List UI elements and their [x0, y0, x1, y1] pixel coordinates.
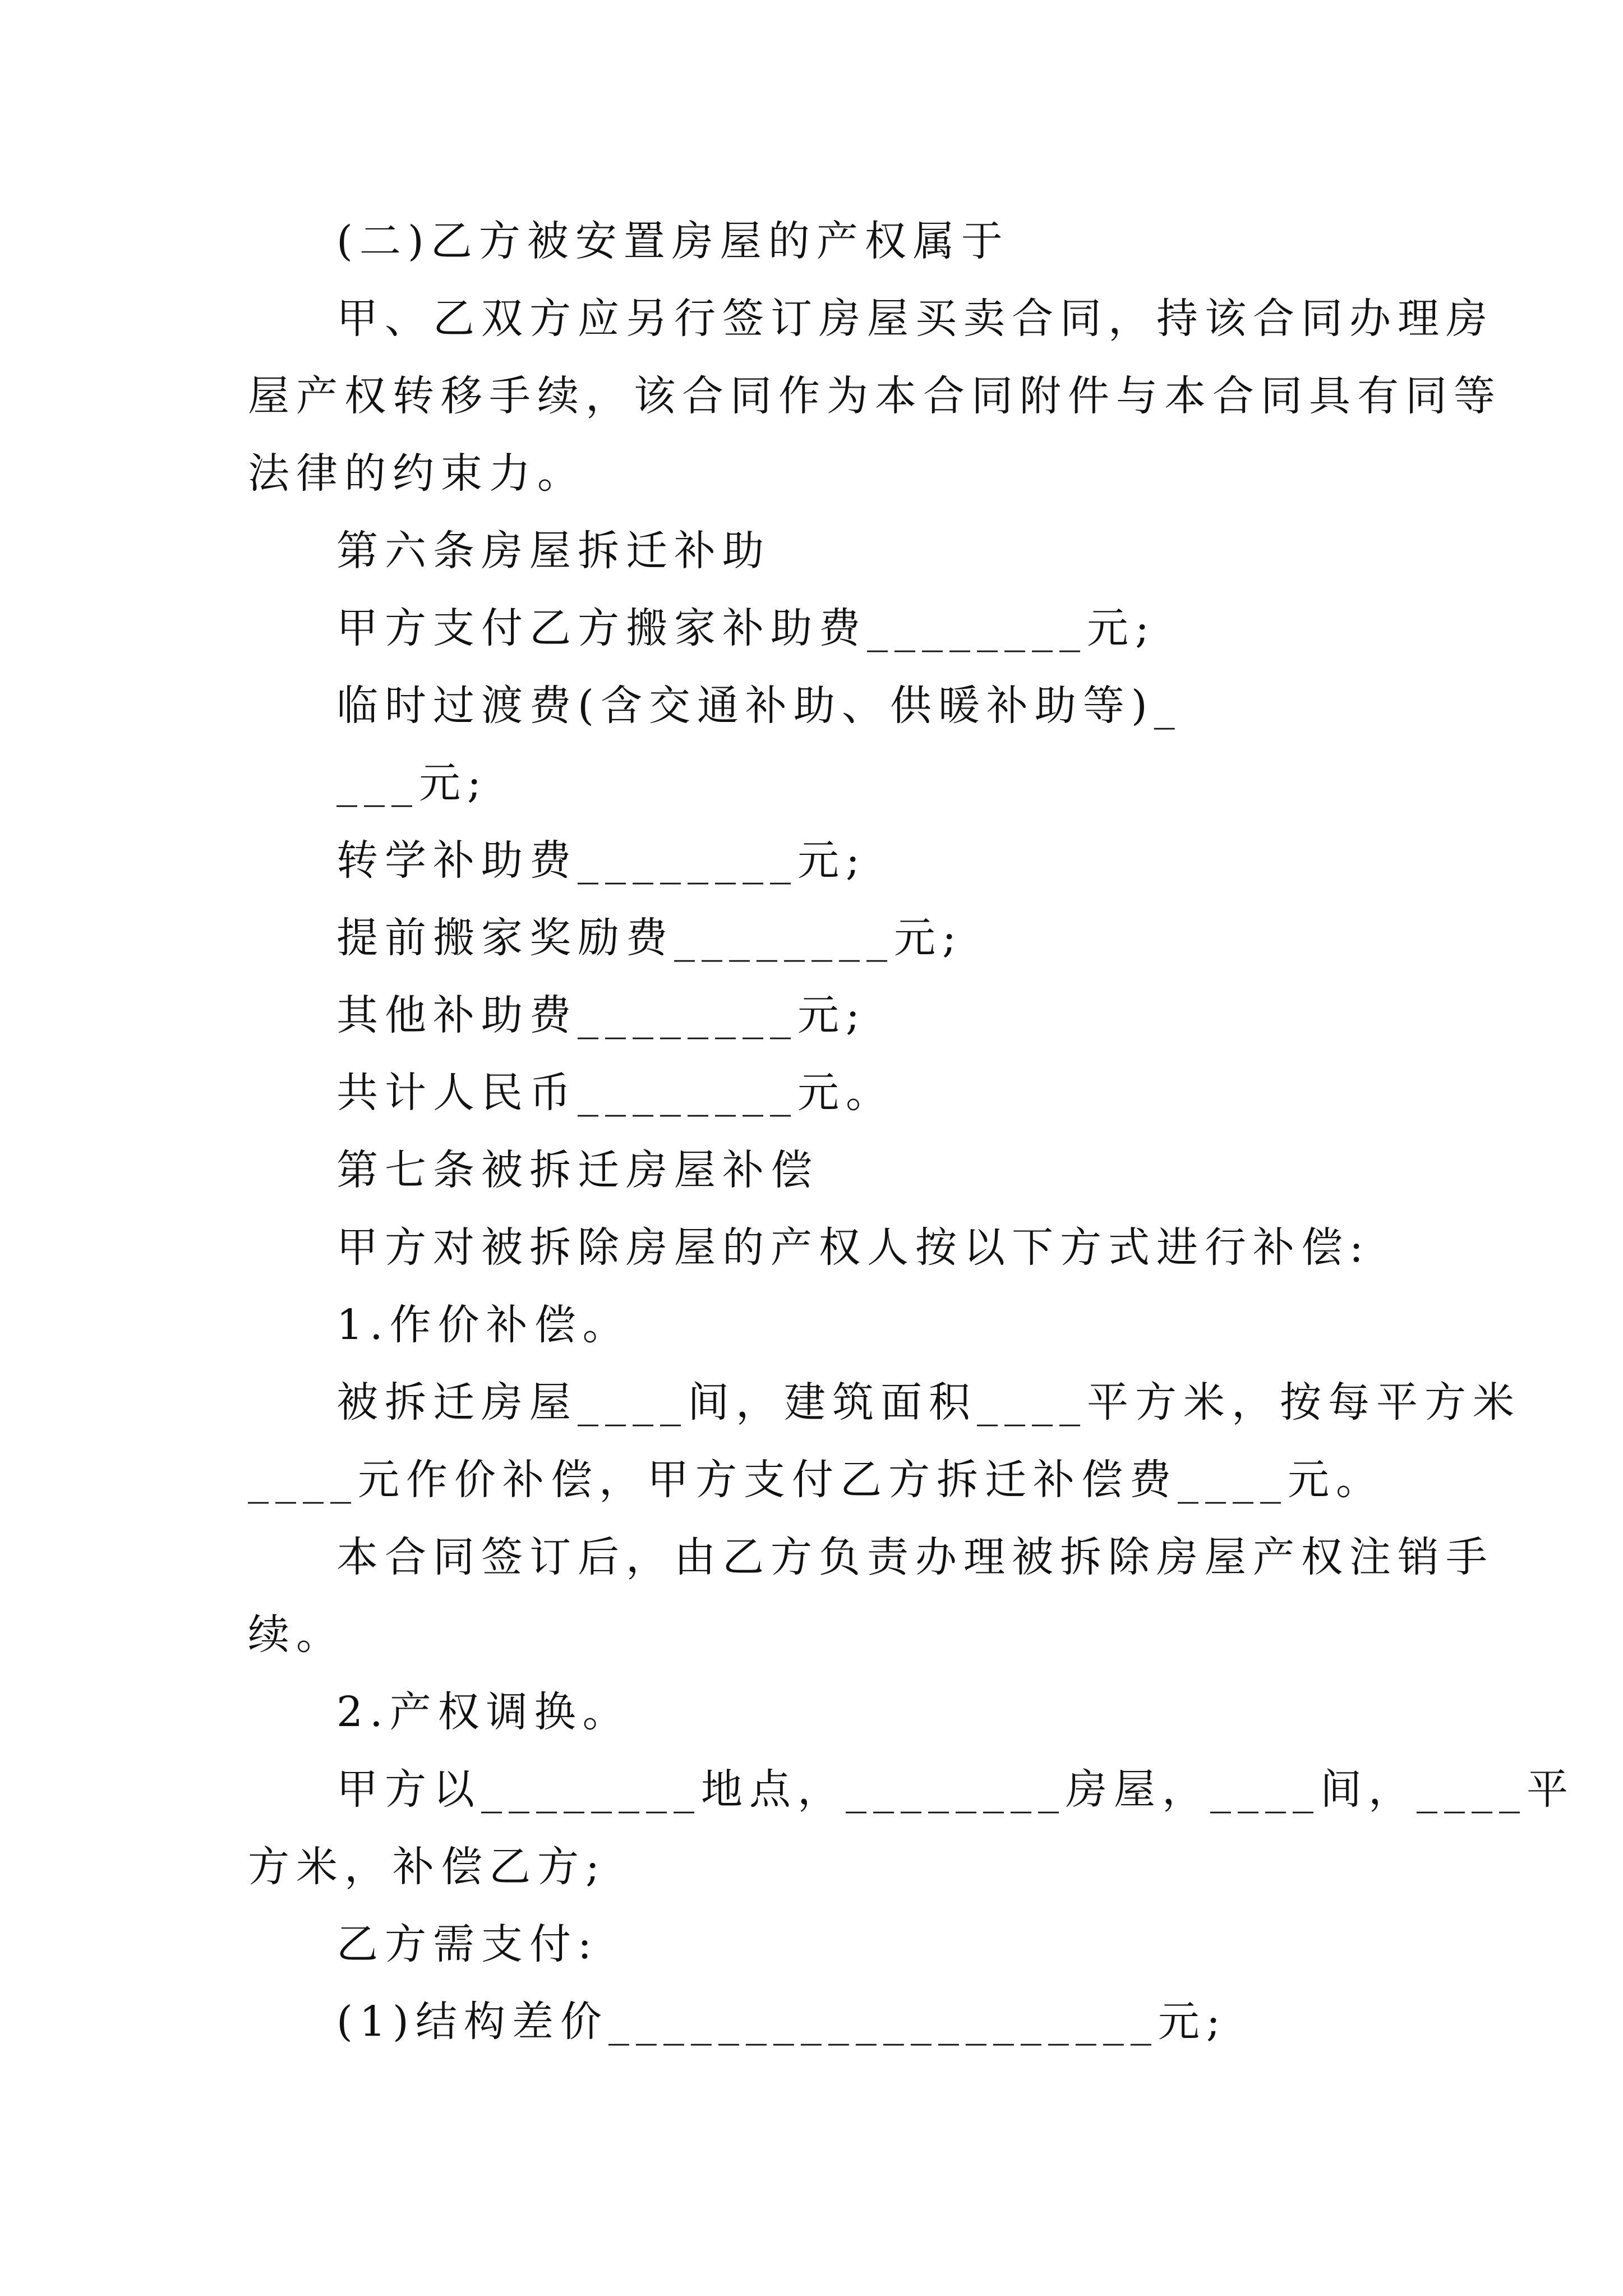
- paragraph-line: 其他补助费________元;: [336, 991, 866, 1039]
- paragraph-line: 甲方以________地点，________房屋，____间，____平: [336, 1765, 1575, 1814]
- paragraph-line: 提前搬家奖励费________元;: [336, 914, 963, 962]
- paragraph-line: (二)乙方被安置房屋的产权属于: [336, 217, 1009, 265]
- paragraph-line: 续。: [248, 1611, 344, 1659]
- paragraph-line: ___元;: [336, 759, 488, 807]
- paragraph-line: 法律的约束力。: [248, 449, 585, 498]
- paragraph-line: 临时过渡费(含交通补助、供暖补助等)_: [336, 682, 1182, 730]
- section-heading: 第七条被拆迁房屋补偿: [336, 1146, 819, 1194]
- paragraph-line: 转学补助费________元;: [336, 836, 866, 885]
- paragraph-line: 2.产权调换。: [336, 1688, 631, 1736]
- paragraph-line: 甲方对被拆除房屋的产权人按以下方式进行补偿:: [336, 1223, 1370, 1272]
- section-heading: 第六条房屋拆迁补助: [336, 527, 771, 575]
- paragraph-line: 本合同签订后，由乙方负责办理被拆除房屋产权注销手: [336, 1533, 1494, 1581]
- paragraph-line: 甲方支付乙方搬家补助费________元;: [336, 604, 1156, 652]
- paragraph-line: 共计人民币________元。: [336, 1069, 894, 1117]
- paragraph-line: 被拆迁房屋____间，建筑面积____平方米，按每平方米: [336, 1378, 1521, 1427]
- paragraph-line: 屋产权转移手续，该合同作为本合同附件与本合同具有同等: [248, 372, 1502, 420]
- paragraph-line: 1.作价补偿。: [336, 1301, 631, 1349]
- paragraph-line: (1)结构差价____________________元;: [336, 1998, 1227, 2046]
- paragraph-line: 方米，补偿乙方;: [248, 1843, 606, 1891]
- paragraph-line: 甲、乙双方应另行签订房屋买卖合同，持该合同办理房: [336, 295, 1494, 343]
- paragraph-line: 乙方需支付:: [336, 1920, 598, 1968]
- paragraph-line: ____元作价补偿，甲方支付乙方拆迁补偿费____元。: [248, 1456, 1384, 1504]
